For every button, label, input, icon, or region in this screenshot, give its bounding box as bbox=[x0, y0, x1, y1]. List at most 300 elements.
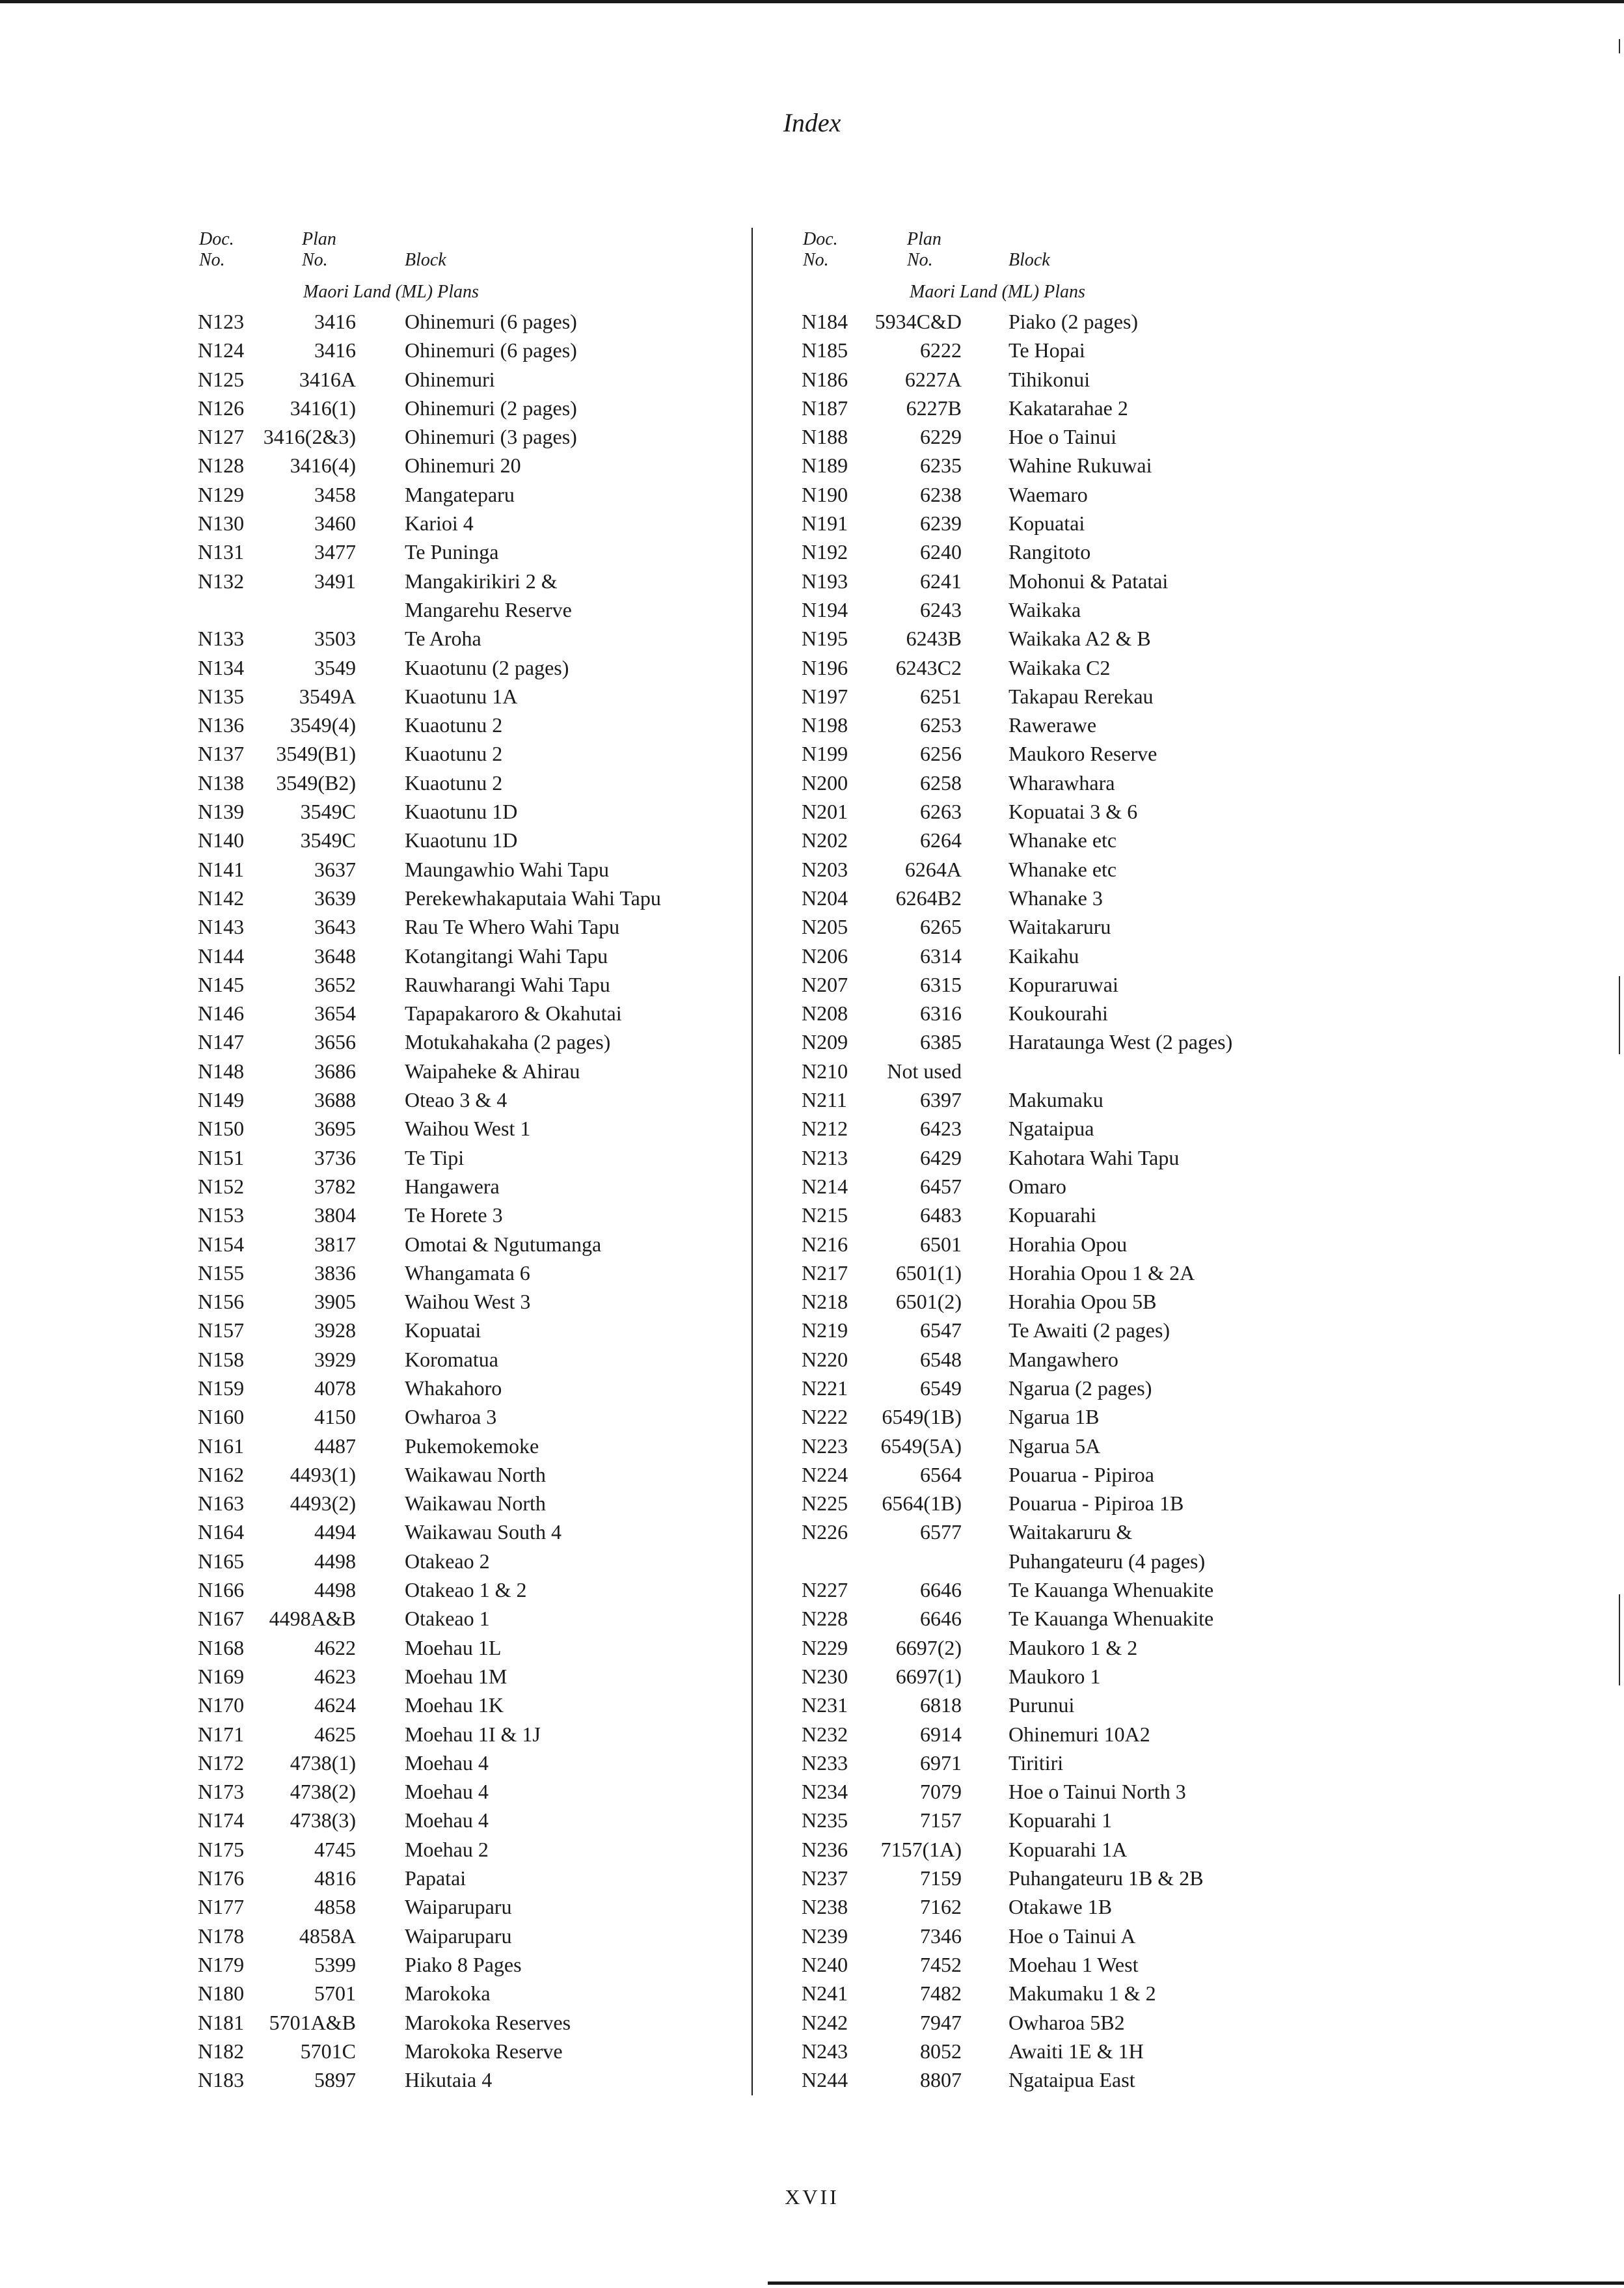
plan-number: 6697(1) bbox=[895, 1664, 962, 1688]
block-name: Te Puninga bbox=[405, 540, 499, 564]
plan-number: 6222 bbox=[920, 338, 962, 362]
block-name: Ngarua 5A bbox=[1008, 1434, 1101, 1458]
index-row bbox=[802, 1085, 1103, 1114]
plan-number: 4493(1) bbox=[290, 1462, 356, 1486]
doc-number: N165 bbox=[198, 1549, 245, 1573]
doc-number: N130 bbox=[198, 511, 245, 536]
index-row bbox=[802, 1432, 1101, 1460]
plan-number: 7162 bbox=[920, 1895, 962, 1919]
scan-edge-mark bbox=[1619, 976, 1620, 1054]
index-row bbox=[802, 1691, 1085, 1719]
plan-number: 3736 bbox=[314, 1145, 356, 1169]
plan-number: 6423 bbox=[920, 1117, 962, 1141]
plan-header: Plan No. bbox=[907, 229, 941, 270]
block-name: Horahia Opou bbox=[1008, 1232, 1128, 1256]
block-name: Te Horete 3 bbox=[405, 1203, 503, 1227]
plan-number: 6549 bbox=[920, 1376, 962, 1400]
index-row bbox=[802, 1316, 1171, 1344]
index-row bbox=[198, 1402, 497, 1431]
doc-number: N210 bbox=[802, 1059, 848, 1083]
doc-number: N225 bbox=[802, 1491, 848, 1516]
doc-number: N164 bbox=[198, 1520, 245, 1544]
index-row bbox=[198, 942, 608, 970]
plan-number: 4738(2) bbox=[290, 1780, 356, 1804]
index-row bbox=[802, 1835, 1128, 1864]
doc-number: N134 bbox=[198, 655, 245, 679]
doc-number: N162 bbox=[198, 1462, 245, 1486]
plan-number: 6229 bbox=[920, 425, 962, 449]
plan-number: 4622 bbox=[314, 1635, 356, 1659]
doc-number: N215 bbox=[802, 1203, 848, 1227]
plan-number: 7157 bbox=[920, 1808, 962, 1832]
plan-number: 6241 bbox=[920, 569, 962, 593]
block-name: Maukoro Reserve bbox=[1008, 742, 1157, 766]
plan-number: 6971 bbox=[920, 1750, 962, 1775]
doc-number: N175 bbox=[198, 1837, 245, 1861]
doc-number: N187 bbox=[802, 396, 848, 420]
top-rule bbox=[0, 0, 1624, 3]
plan-number: 4624 bbox=[314, 1693, 356, 1717]
doc-number: N163 bbox=[198, 1491, 245, 1516]
block-name: Moehau 4 bbox=[405, 1808, 489, 1832]
block-name: Owharoa 3 bbox=[405, 1405, 497, 1429]
plan-number: 6315 bbox=[920, 972, 962, 996]
block-name: Pouarua - Pipiroa 1B bbox=[1008, 1491, 1184, 1516]
plan-number: 3491 bbox=[314, 569, 356, 593]
plan-number: 7157(1A) bbox=[880, 1837, 962, 1861]
doc-number: N195 bbox=[802, 627, 848, 651]
index-row bbox=[198, 739, 503, 768]
plan-number: 5701 bbox=[314, 1982, 356, 2006]
plan-number: 3643 bbox=[314, 915, 356, 939]
block-name: Maungawhio Wahi Tapu bbox=[405, 857, 609, 881]
plan-number: 6227A bbox=[904, 367, 962, 391]
plan-number: 6577 bbox=[920, 1520, 962, 1544]
plan-number: 3905 bbox=[314, 1290, 356, 1314]
index-row bbox=[802, 1575, 1214, 1604]
doc-number: N240 bbox=[802, 1952, 848, 1976]
doc-number: N200 bbox=[802, 770, 848, 795]
index-row bbox=[198, 1259, 530, 1287]
index-row bbox=[198, 509, 479, 538]
index-row bbox=[198, 682, 518, 711]
doc-number: N138 bbox=[198, 770, 245, 795]
doc-number: N176 bbox=[198, 1866, 245, 1890]
index-row bbox=[802, 1892, 1113, 1921]
index-row bbox=[198, 624, 479, 653]
plan-number: 3549C bbox=[300, 828, 356, 852]
block-name: Kuaotunu 2 bbox=[405, 742, 503, 766]
block-name: Ohinemuri 20 bbox=[405, 454, 521, 478]
block-name: Waikaka A2 & B bbox=[1008, 627, 1151, 651]
block-name: Ngataipua East bbox=[1008, 2068, 1135, 2092]
block-name: Papatai bbox=[405, 1866, 467, 1890]
plan-number: 6501(1) bbox=[895, 1260, 962, 1285]
doc-number: N155 bbox=[198, 1260, 245, 1285]
block-name: Koromatua bbox=[405, 1347, 498, 1371]
block-name: Ohinemuri (6 pages) bbox=[405, 310, 577, 333]
doc-number: N184 bbox=[802, 310, 848, 333]
plan-number: 6457 bbox=[920, 1174, 962, 1198]
doc-number: N144 bbox=[198, 944, 245, 968]
doc-number: N172 bbox=[198, 1750, 245, 1775]
plan-number: 6256 bbox=[920, 742, 962, 766]
doc-number: N219 bbox=[802, 1318, 848, 1342]
index-row bbox=[802, 2037, 1144, 2065]
index-row bbox=[802, 509, 1085, 538]
plan-number: 4858 bbox=[314, 1895, 356, 1919]
doc-number: N201 bbox=[802, 800, 848, 824]
plan-number: 8807 bbox=[920, 2068, 962, 2092]
block-name: Pouarua - Pipiroa bbox=[1008, 1462, 1154, 1486]
block-name: Kopuarahi bbox=[1008, 1203, 1097, 1227]
doc-number: N169 bbox=[198, 1664, 245, 1688]
doc-number: N160 bbox=[198, 1405, 245, 1429]
doc-number: N182 bbox=[198, 2039, 245, 2063]
index-row bbox=[198, 1143, 479, 1172]
index-row bbox=[802, 1633, 1138, 1662]
doc-number: N159 bbox=[198, 1376, 245, 1400]
block-name: Moehau 2 bbox=[405, 1837, 489, 1861]
block-name: Omotai & Ngutumanga bbox=[405, 1232, 602, 1256]
block-name: Mangakirikiri 2 & bbox=[405, 569, 558, 593]
index-row bbox=[198, 1518, 562, 1546]
block-name: Otakawe 1B bbox=[1008, 1895, 1113, 1919]
block-name: Moehau 1K bbox=[405, 1693, 504, 1717]
index-row bbox=[198, 855, 609, 884]
doc-number: N238 bbox=[802, 1895, 848, 1919]
block-name: Oteao 3 & 4 bbox=[405, 1088, 508, 1112]
block-name: Mohonui & Patatai bbox=[1008, 569, 1169, 593]
plan-number: 3416(1) bbox=[290, 396, 356, 420]
block-name: Ngataipua bbox=[1008, 1117, 1094, 1141]
doc-number: N194 bbox=[802, 597, 848, 621]
block-name: Hoe o Tainui North 3 bbox=[1008, 1780, 1186, 1804]
doc-number: N198 bbox=[802, 713, 848, 737]
index-row bbox=[198, 2008, 571, 2037]
plan-number: 6243B bbox=[906, 627, 962, 651]
doc-number: N234 bbox=[802, 1780, 848, 1804]
bottom-rule bbox=[768, 2281, 1624, 2285]
block-name: Kuaotunu 2 bbox=[405, 713, 503, 737]
block-name: Te Hopai bbox=[1008, 338, 1085, 362]
plan-number: 6564(1B) bbox=[882, 1491, 962, 1516]
doc-number: N181 bbox=[198, 2010, 245, 2034]
plan-number: 6243 bbox=[920, 597, 962, 621]
doc-number: N185 bbox=[802, 338, 848, 362]
block-name: Ohinemuri 10A2 bbox=[1008, 1722, 1150, 1746]
block-name: Kotangitangi Wahi Tapu bbox=[405, 944, 608, 968]
doc-number: N231 bbox=[802, 1693, 848, 1717]
block-name: Te Tipi bbox=[405, 1145, 465, 1169]
index-row bbox=[198, 1201, 503, 1229]
doc-number: N208 bbox=[802, 1001, 848, 1026]
index-row bbox=[802, 595, 1085, 624]
doc-number: N239 bbox=[802, 1924, 848, 1948]
doc-number: N209 bbox=[802, 1030, 848, 1054]
plan-number: 4858A bbox=[299, 1924, 356, 1948]
block-name: Waikaka C2 bbox=[1008, 655, 1111, 679]
block-name: Rauwharangi Wahi Tapu bbox=[405, 972, 610, 996]
doc-number: N126 bbox=[198, 396, 245, 420]
block-name: Waiparuparu bbox=[405, 1924, 512, 1948]
plan-number: 6547 bbox=[920, 1318, 962, 1342]
plan-number: 4623 bbox=[314, 1664, 356, 1688]
plan-number: 4738(3) bbox=[290, 1808, 356, 1832]
block-name: Kopuarahi 1 bbox=[1008, 1808, 1113, 1832]
doc-number: N222 bbox=[802, 1405, 848, 1429]
block-name: Kaikahu bbox=[1008, 944, 1079, 968]
plan-number: 3637 bbox=[314, 857, 356, 881]
plan-number: 3782 bbox=[314, 1174, 356, 1198]
plan-number: 3549(B2) bbox=[276, 770, 356, 795]
block-name: Te Kauanga Whenuakite bbox=[1008, 1607, 1214, 1631]
index-row bbox=[198, 1864, 479, 1892]
plan-number: 4738(1) bbox=[290, 1750, 356, 1775]
doc-number: N154 bbox=[198, 1232, 245, 1256]
block-name: Maukoro 1 & 2 bbox=[1008, 1635, 1138, 1659]
plan-number: 6264B2 bbox=[895, 886, 962, 910]
index-rows bbox=[802, 307, 1233, 2094]
doc-number: N217 bbox=[802, 1260, 848, 1285]
index-row bbox=[198, 567, 558, 595]
plan-number: 4745 bbox=[314, 1837, 356, 1861]
block-name: Awaiti 1E & 1H bbox=[1008, 2039, 1144, 2063]
block-name: Waiparuparu bbox=[405, 1895, 512, 1919]
block-name: Ohinemuri (3 pages) bbox=[405, 425, 577, 449]
block-name: Kopuatai bbox=[405, 1318, 481, 1342]
index-row bbox=[198, 2065, 493, 2094]
index-column-right bbox=[802, 229, 1233, 2094]
plan-number: 6564 bbox=[920, 1462, 962, 1486]
plan-number: 3549(4) bbox=[290, 713, 356, 737]
doc-number: N192 bbox=[802, 540, 848, 564]
index-row bbox=[198, 1547, 490, 1575]
column-divider bbox=[751, 228, 753, 2095]
index-row bbox=[198, 1950, 522, 1979]
plan-number: 4078 bbox=[314, 1376, 356, 1400]
doc-number: N170 bbox=[198, 1693, 245, 1717]
doc-number: N230 bbox=[802, 1664, 848, 1688]
block-name: Makumaku bbox=[1008, 1088, 1103, 1112]
block-name: Moehau 1L bbox=[405, 1635, 502, 1659]
plan-number: 6316 bbox=[920, 1001, 962, 1026]
block-name: Kuaotunu 2 bbox=[405, 770, 503, 795]
block-name: Whanake etc bbox=[1008, 828, 1117, 852]
plan-number: 4498A&B bbox=[269, 1607, 356, 1631]
index-row bbox=[198, 1633, 502, 1662]
index-row bbox=[802, 1287, 1157, 1316]
block-name: Kopuraruwai bbox=[1008, 972, 1118, 996]
index-row bbox=[802, 1114, 1094, 1143]
index-row bbox=[198, 1806, 489, 1834]
doc-number: N207 bbox=[802, 972, 848, 996]
plan-number: 6646 bbox=[920, 1578, 962, 1602]
doc-number: N179 bbox=[198, 1952, 245, 1976]
plan-number: 5399 bbox=[314, 1952, 356, 1976]
plan-number: 6238 bbox=[920, 482, 962, 506]
block-name: Perekewhakaputaia Wahi Tapu bbox=[405, 886, 661, 910]
index-row bbox=[802, 1518, 1133, 1546]
block-name: Waikawau South 4 bbox=[405, 1520, 562, 1544]
block-name: Purunui bbox=[1008, 1693, 1075, 1717]
doc-number: N128 bbox=[198, 454, 245, 478]
plan-number: 6253 bbox=[920, 713, 962, 737]
doc-number: N135 bbox=[198, 684, 245, 708]
index-row bbox=[198, 1575, 527, 1604]
block-name: Te Kauanga Whenuakite bbox=[1008, 1578, 1214, 1602]
block-name: Horahia Opou 1 & 2A bbox=[1008, 1260, 1195, 1285]
doc-number: N189 bbox=[802, 454, 848, 478]
plan-number: 7159 bbox=[920, 1866, 962, 1890]
doc-number: N149 bbox=[198, 1088, 245, 1112]
block-name: Mangarehu Reserve bbox=[405, 597, 572, 621]
doc-number: N139 bbox=[198, 800, 245, 824]
doc-number: N156 bbox=[198, 1290, 245, 1314]
block-name: Pukemokemoke bbox=[405, 1434, 539, 1458]
doc-number: N223 bbox=[802, 1434, 848, 1458]
doc-number: N157 bbox=[198, 1318, 245, 1342]
doc-number: N204 bbox=[802, 886, 848, 910]
plan-number: 6501(2) bbox=[895, 1290, 962, 1314]
doc-number: N146 bbox=[198, 1001, 245, 1026]
page-number: XVII bbox=[785, 2185, 839, 2209]
index-row bbox=[802, 624, 1151, 653]
index-row bbox=[198, 480, 515, 509]
index-row bbox=[802, 1604, 1214, 1633]
plan-number: 3695 bbox=[314, 1117, 356, 1141]
index-row bbox=[198, 826, 518, 854]
doc-number: N193 bbox=[802, 569, 848, 593]
plan-number: 7079 bbox=[920, 1780, 962, 1804]
doc-number: N203 bbox=[802, 857, 848, 881]
block-name: Moehau 4 bbox=[405, 1780, 489, 1804]
index-row bbox=[198, 336, 577, 364]
index-row bbox=[198, 1835, 489, 1864]
plan-number: 3416(2&3) bbox=[263, 425, 356, 449]
plan-number: 6314 bbox=[920, 944, 962, 968]
plan-number: 4498 bbox=[314, 1578, 356, 1602]
plan-number: 6264 bbox=[920, 828, 962, 852]
block-name: Kuaotunu 1D bbox=[405, 828, 518, 852]
plan-number: 3836 bbox=[314, 1260, 356, 1285]
doc-number: N127 bbox=[198, 425, 245, 449]
plan-number: 3804 bbox=[314, 1203, 356, 1227]
plan-number: 3639 bbox=[314, 886, 356, 910]
index-row bbox=[802, 1345, 1118, 1374]
doc-number: N180 bbox=[198, 1982, 245, 2006]
doc-number: N202 bbox=[802, 828, 848, 852]
index-row bbox=[802, 769, 1115, 797]
doc-number: N123 bbox=[198, 310, 245, 333]
doc-number: N216 bbox=[802, 1232, 848, 1256]
index-row bbox=[802, 1489, 1184, 1518]
doc-number: N214 bbox=[802, 1174, 848, 1198]
index-row bbox=[802, 1402, 1100, 1431]
block-name: Otakeao 1 bbox=[405, 1607, 490, 1631]
plan-number: 4498 bbox=[314, 1549, 356, 1573]
block-name: Puhangateuru (4 pages) bbox=[1008, 1549, 1206, 1573]
doc-header: Doc. No. bbox=[803, 229, 838, 270]
block-name: Wharawhara bbox=[1008, 770, 1115, 795]
doc-number: N212 bbox=[802, 1117, 848, 1141]
doc-number: N125 bbox=[198, 367, 245, 391]
index-row bbox=[198, 1662, 508, 1691]
index-row bbox=[198, 970, 610, 999]
index-row bbox=[802, 711, 1097, 739]
index-row bbox=[198, 912, 620, 941]
block-name: Moehau 1I & 1J bbox=[405, 1722, 541, 1746]
block-name: Whanake 3 bbox=[1008, 886, 1103, 910]
plan-number: 6227B bbox=[906, 396, 962, 420]
doc-number: N124 bbox=[198, 338, 245, 362]
doc-number: N137 bbox=[198, 742, 245, 766]
index-row bbox=[198, 2037, 563, 2065]
block-name: Ngarua 1B bbox=[1008, 1405, 1100, 1429]
index-row bbox=[802, 912, 1111, 941]
doc-number: N236 bbox=[802, 1837, 848, 1861]
plan-number: 6240 bbox=[920, 540, 962, 564]
block-name: Wahine Rukuwai bbox=[1008, 454, 1152, 478]
block-name: Kuaotunu 1D bbox=[405, 800, 518, 824]
doc-number: N226 bbox=[802, 1520, 848, 1544]
block-name: Waikawau North bbox=[405, 1462, 546, 1486]
index-row bbox=[802, 855, 1117, 884]
doc-number: N229 bbox=[802, 1635, 848, 1659]
doc-number: N218 bbox=[802, 1290, 848, 1314]
doc-number: N140 bbox=[198, 828, 245, 852]
index-row bbox=[802, 567, 1169, 595]
block-name: Waemaro bbox=[1008, 482, 1088, 506]
block-name: Maukoro 1 bbox=[1008, 1664, 1101, 1688]
index-row bbox=[802, 1950, 1139, 1979]
index-row bbox=[802, 2065, 1135, 2094]
plan-number: 4816 bbox=[314, 1866, 356, 1890]
doc-number: N136 bbox=[198, 713, 245, 737]
index-row bbox=[198, 797, 518, 826]
index-row bbox=[198, 1979, 491, 2008]
block-name: Ohinemuri (2 pages) bbox=[405, 396, 577, 420]
section-subheading: Maori Land (ML) Plans bbox=[910, 282, 1085, 302]
doc-header: Doc. No. bbox=[199, 229, 234, 270]
plan-number: 8052 bbox=[920, 2039, 962, 2063]
index-row bbox=[198, 1432, 539, 1460]
block-name: Waihou West 1 bbox=[405, 1117, 531, 1141]
index-row bbox=[802, 451, 1152, 480]
block-name: Kopuatai 3 & 6 bbox=[1008, 800, 1138, 824]
plan-number: 6549(5A) bbox=[880, 1434, 962, 1458]
index-row bbox=[198, 1316, 479, 1344]
index-row bbox=[802, 682, 1154, 711]
plan-number: 6263 bbox=[920, 800, 962, 824]
doc-number: N233 bbox=[802, 1750, 848, 1775]
doc-number: N168 bbox=[198, 1635, 245, 1659]
index-row bbox=[802, 1172, 1085, 1201]
plan-number: 6483 bbox=[920, 1203, 962, 1227]
plan-number: 3549 bbox=[314, 655, 356, 679]
block-name: Piako 8 Pages bbox=[405, 1952, 522, 1976]
index-row bbox=[198, 1691, 504, 1719]
index-row bbox=[802, 1143, 1180, 1172]
block-name: Waikaka bbox=[1008, 597, 1081, 621]
index-rows bbox=[198, 307, 661, 2094]
block-name: Waitakaruru & bbox=[1008, 1520, 1133, 1544]
doc-number: N129 bbox=[198, 482, 245, 506]
plan-number: 4494 bbox=[314, 1520, 356, 1544]
index-row bbox=[802, 999, 1108, 1028]
index-row bbox=[802, 1806, 1113, 1834]
doc-number: N205 bbox=[802, 915, 848, 939]
